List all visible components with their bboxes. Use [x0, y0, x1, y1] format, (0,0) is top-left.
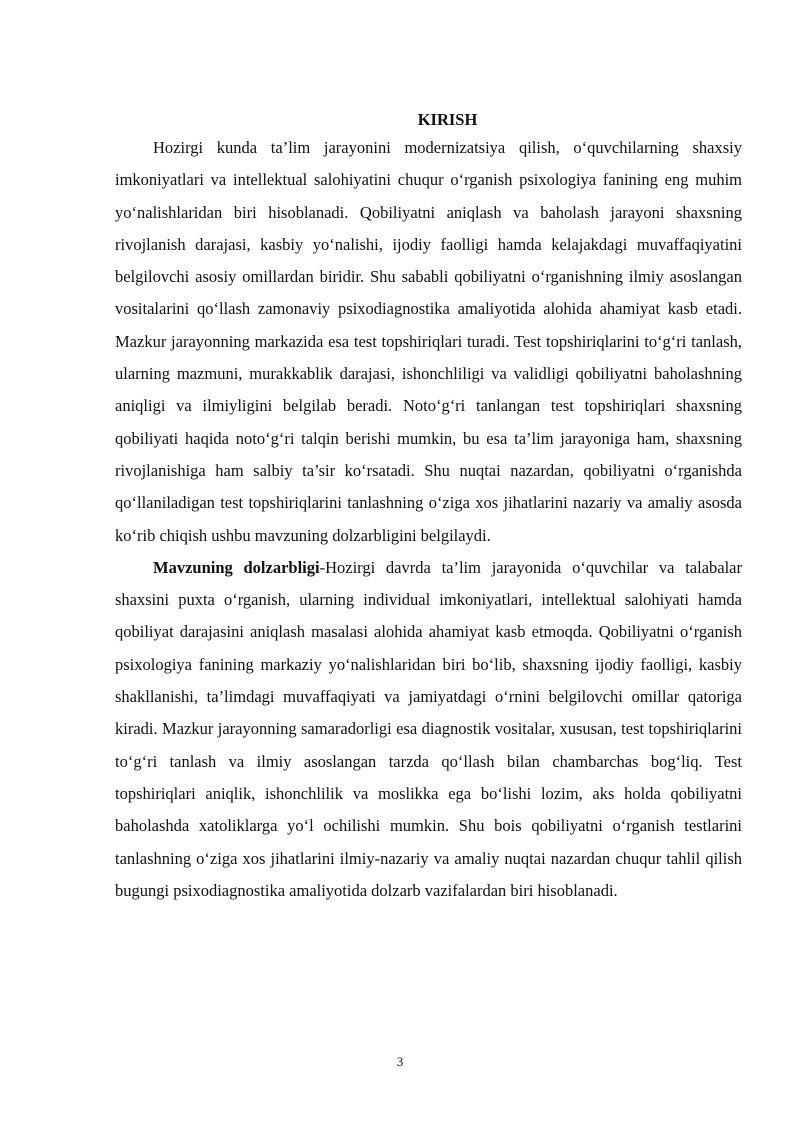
paragraph-lead: Mavzuning dolzarbligi	[153, 557, 320, 577]
page-number: 3	[396, 1054, 404, 1069]
relevance-paragraph	[115, 552, 742, 907]
paragraph-text: Hozirgi kunda ta’lim jarayonini modernizatsiya qilish, o‘quvchilarning shaxsiy imkoniyatlari va intellektual salohiyatini chuqur o‘rganish psixologiya fanining eng muhim yo‘nalishlaridan biri hisoblanadi. Qobiliyatni aniqlash va baholash jarayoni shaxsning rivojlanish darajasi, kasbiy yo‘nalishi, ijodiy faolligi hamda kelajakdagi muvaffaqiyatini belgilovchi asosiy omillardan biridir. Shu sababli qobiliyatni o‘rganishning ilmiy asoslangan vositalarini qo‘llash zamonaviy psixodiagnostika amaliyotida alohida ahamiyat kasb etadi. Mazkur jarayonning markazida esa test topshiriqlari turadi. Test topshiriqlarini to‘g‘ri tanlash, ularning mazmuni, murakkablik darajasi, ishonchliligi va validligi qobiliyatni baholashning aniqligi va ilmiyligini belgilab beradi. Noto‘g‘ri tanlangan test topshiriqlari shaxsning qobiliyati haqida noto‘g‘ri talqin berishi mumkin, bu esa ta’lim jarayoniga ham, shaxsning rivojlanishiga ham salbiy ta’sir ko‘rsatadi. Shu nuqtai nazardan, qobiliyatni o‘rganishda qo‘llaniladigan test topshiriqlarini tanlashning o‘ziga xos jihatlarini nazariy va amaliy asosda ko‘rib chiqish ushbu mavzuning dolzarbligini belgilaydi.	[115, 138, 742, 545]
intro-paragraph	[115, 132, 742, 552]
section-title: KIRISH	[417, 110, 478, 129]
page-body	[115, 108, 742, 907]
paragraph-text: -Hozirgi davrda ta’lim jarayonida o‘quvchilar va talabalar shaxsini puxta o‘rganish, ularning individual imkoniyatlari, intellektual salohiyati hamda qobiliyat darajasini aniqlash masalasi alohida ahamiyat kasb etmoqda. Qobiliyatni o‘rganish psixologiya fanining markaziy yo‘nalishlaridan biri bo‘lib, shaxsning ijodiy faolligi, kasbiy shakllanishi, ta’limdagi muvaffaqiyati va jamiyatdagi o‘rnini belgilovchi omillar qatoriga kiradi. Mazkur jarayonning samaradorligi esa diagnostik vositalar, xususan, test topshiriqlarini to‘g‘ri tanlash va ilmiy asoslangan tarzda qo‘llash bilan chambarchas bog‘liq. Test topshiriqlari aniqlik, ishonchlilik va moslikka ega bo‘lishi lozim, aks holda qobiliyatni baholashda xatoliklarga yo‘l ochilishi mumkin. Shu bois qobiliyatni o‘rganish testlarini tanlashning o‘ziga xos jihatlarini ilmiy-nazariy va amaliy nuqtai nazardan chuqur tahlil qilish bugungi psixodiagnostika amaliyotida dolzarb vazifalardan biri hisoblanadi.	[115, 557, 742, 900]
